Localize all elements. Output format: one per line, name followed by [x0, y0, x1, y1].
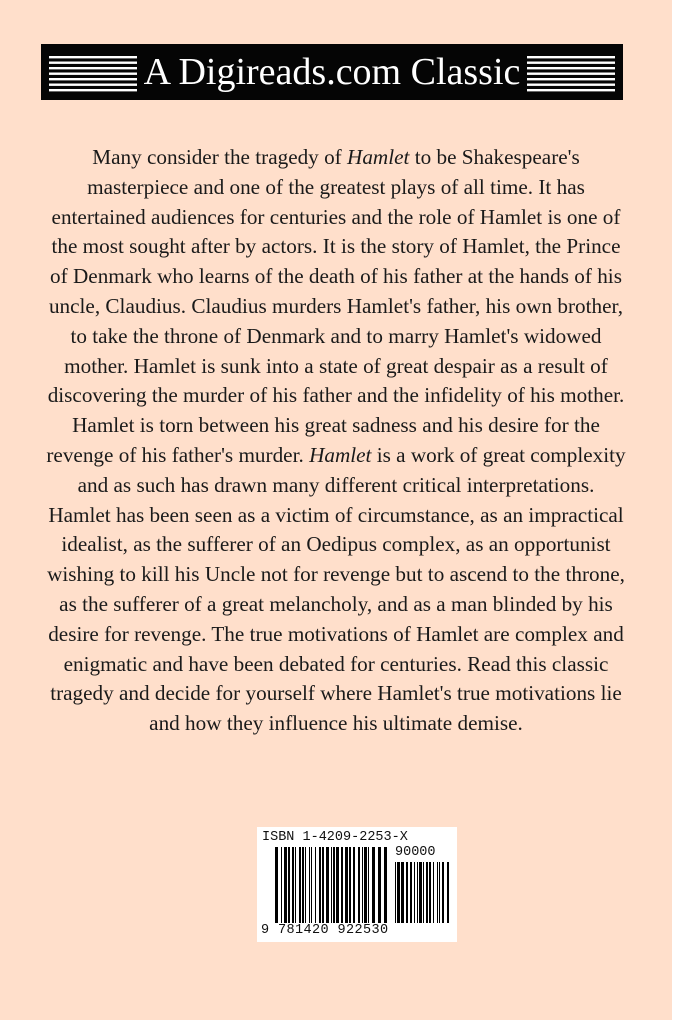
barcode-bar	[358, 847, 360, 923]
description-title-italic: Hamlet	[309, 442, 372, 467]
description-title-italic: Hamlet	[347, 145, 410, 169]
barcode-bar	[349, 847, 351, 923]
barcode-bar	[281, 847, 282, 923]
barcode-bar	[305, 847, 306, 923]
page-edge	[672, 0, 680, 1020]
barcode-bar	[341, 847, 343, 923]
barcode-bar	[315, 847, 316, 923]
barcode-bar	[426, 862, 428, 923]
ean-number: 9 781420 922530	[261, 923, 389, 938]
barcode-bar	[362, 847, 363, 923]
description-text: is a work of great complexity and as such has drawn many different critical interpretations. Hamlet has been seen as a victim of circumstance, as an impractical idealist, as the sufferer of an Oedipus complex, as an opportunist wishing to kill his Uncle not for revenge but to ascend to the throne, as the sufferer of a great melancholy, and as a man blinded by his desire for revenge. The true motivations of Hamlet are complex and enigmatic and have been debated for centuries. Read this classic tragedy and decide for yourself where Hamlet's true motivations lie and how they influence his ultimate demise.	[47, 442, 626, 736]
barcode-bar	[419, 862, 422, 923]
barcode-bar	[288, 847, 290, 923]
barcode-bar	[378, 847, 381, 923]
barcode-bar	[309, 847, 310, 923]
barcode-bar	[417, 862, 418, 923]
barcode-bar	[384, 847, 387, 923]
barcode-bar	[395, 862, 396, 923]
barcode-bar	[368, 847, 369, 923]
description-text: to be Shakespeare's masterpiece and one of the greatest plays of all time. It has entertained audiences for centuries and the role of Hamlet is one of the most sought after by actors. It is the story of Hamlet, the Prince of Denmark who learns of the death of his father at the hands of his uncle, Claudius. Claudius murders Hamlet's father, his own brother, to take the throne of Denmark and to marry Hamlet's widowed mother. Hamlet is sunk into a state of great despair as a result of discovering the murder of his father and the infidelity of his mother. Hamlet is torn between his great sadness and his desire for the revenge of his father's murder.	[46, 145, 625, 467]
barcode-bar	[437, 862, 438, 923]
barcode-bar	[292, 847, 294, 923]
book-description	[44, 143, 628, 739]
price-code: 90000	[395, 845, 436, 860]
barcode-bar	[447, 862, 449, 923]
barcode-bar	[299, 847, 301, 923]
isbn-number: ISBN 1-4209-2253-X	[262, 830, 408, 845]
publisher-banner	[41, 44, 623, 100]
barcode-bar	[331, 847, 332, 923]
barcode-bar	[410, 862, 412, 923]
barcode-bar	[353, 847, 355, 923]
barcode-bar	[326, 847, 329, 923]
barcode-bar	[401, 862, 404, 923]
isbn-barcode	[257, 827, 457, 942]
barcode-bar	[295, 847, 296, 923]
barcode-bar	[439, 862, 440, 923]
banner-title: A Digireads.com Classic	[141, 44, 523, 100]
description-text: Many consider the tragedy of	[92, 145, 348, 169]
barcode-bar	[364, 847, 367, 923]
barcode-bar	[333, 847, 335, 923]
barcode-bar	[322, 847, 324, 923]
barcode-bar	[423, 862, 424, 923]
barcode-bar	[275, 847, 278, 923]
barcode-bar	[397, 862, 400, 923]
barcode-bar	[345, 847, 348, 923]
barcode-bar	[442, 862, 444, 923]
barcode-bar	[319, 847, 321, 923]
barcode-bar	[302, 847, 304, 923]
barcode-bar	[336, 847, 339, 923]
barcode-bar	[311, 847, 312, 923]
barcode-bar	[284, 847, 287, 923]
barcode-bar	[414, 862, 415, 923]
barcode-bar	[372, 847, 375, 923]
barcode-bar	[433, 862, 434, 923]
barcode-bar	[406, 862, 408, 923]
barcode-bar	[429, 862, 431, 923]
